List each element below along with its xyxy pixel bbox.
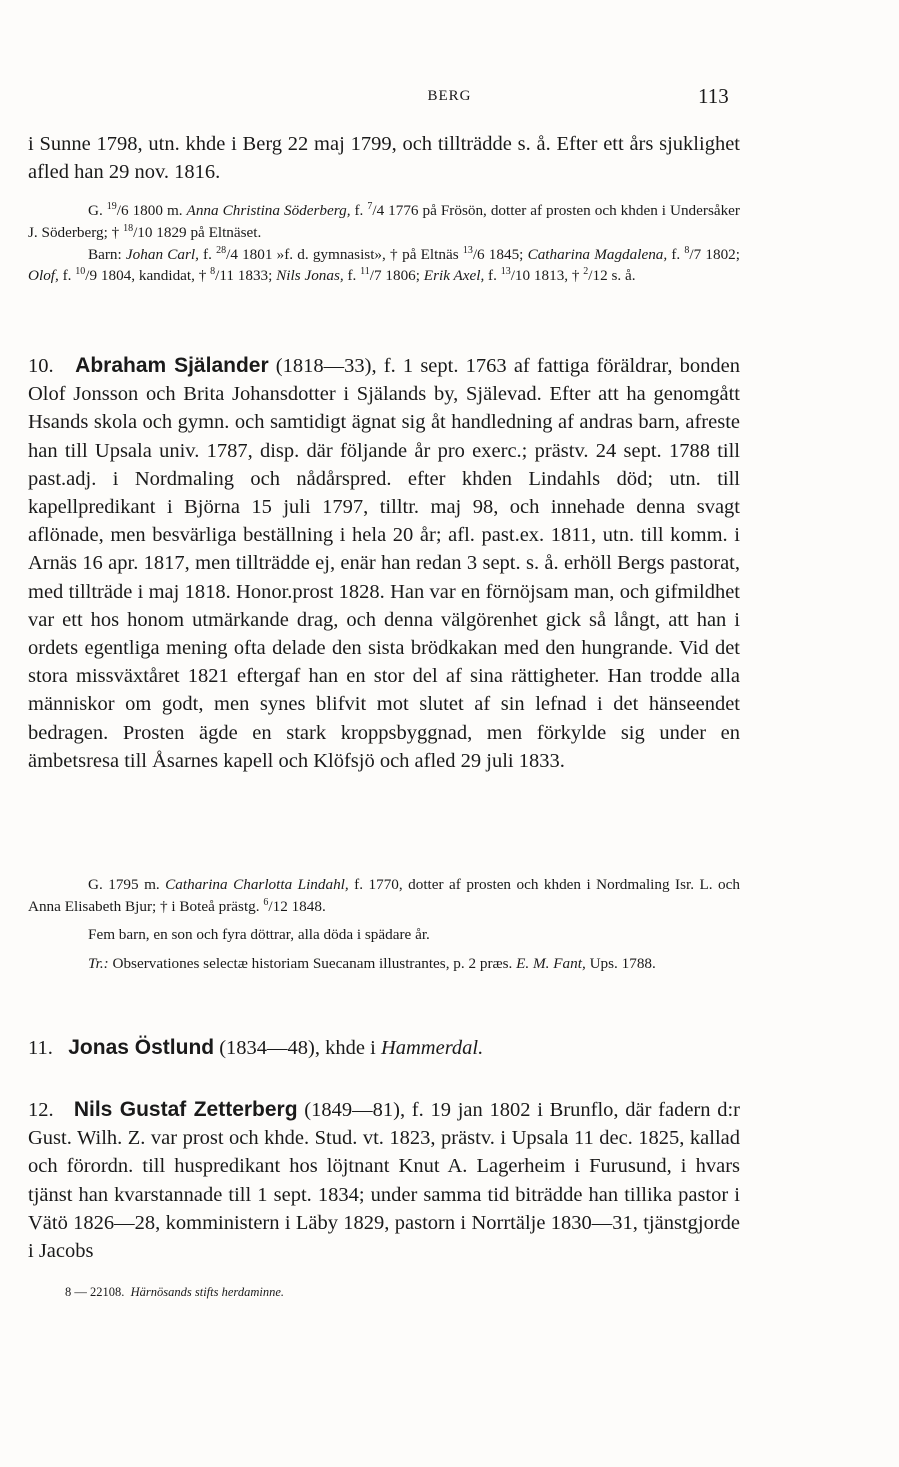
entry-11-name: Jonas Östlund <box>68 1036 215 1059</box>
marriage-note <box>28 200 740 287</box>
children-text: Barn: Johan Carl, f. $^{28}$/4 1801 »f. d. gymnasist», † på Eltnäs $^{13}$/6 1845; Catharina Magdalena, f. $^8$/7 1802; Olof, f. $^{10}$/9 1804, kandidat, † $^8$/11 1833; Nils Jonas, f. $^{11}$/7 1806; Erik Axel, f. $^{13}$/10 1813, † $^2$/12 s. å. <box>28 244 740 285</box>
marriage-text: G. $^{19}$/6 1800 m. Anna Christina Söderberg, f. $^7$/4 1776 på Frösön, dotter af prosten och khden i Undersåker J. Söderberg; † $^{18}$/10 1829 på Eltnäset. <box>28 201 740 241</box>
entry-11-text: 11. Jonas Östlund (1834—48), khde i Hammerdal. <box>28 1036 484 1059</box>
page-number: 113 <box>698 84 729 108</box>
entry-12-text: 12. Nils Gustaf Zetterberg (1849—81), f. 19 jan 1802 i Brunflo, där fadern d:r Gust. Wilh. Z. var prost och khde. Stud. vt. 1823, prästv. i Upsala 11 dec. 1825, kallad och förordn. till huspredikant hos löjtnant Knut A. Lagerheim i Furusund, i hvars tjänst han kvarstannade till 1 sept. 1834; under samma tid biträdde han tillika pastor i Vätö 1826—28, komministern i Läby 1829, pastorn i Norrtälje 1830—31, tjänstgjorde i Jacobs <box>28 1098 740 1263</box>
footer-signature: 8 — 22108. Härnösands stifts herdaminne. <box>65 1285 284 1299</box>
entry-10-works: Tr.: Observationes selectæ historiam Suecanam illustrantes, p. 2 præs. E. M. Fant, Ups. 1788. <box>88 955 656 973</box>
entry-12-name: Nils Gustaf Zetterberg <box>73 1098 298 1121</box>
entry-10-marriage: G. 1795 m. Catharina Charlotta Lindahl, f. 1770, dotter af prosten och khden i Nordmaling Isr. L. och Anna Elisabeth Bjur; † i Boteå prästg. $^6$/12 1848. <box>28 876 740 915</box>
entry-10-text: 10. Abraham Själander (1818—33), f. 1 sept. 1763 af fattiga föräldrar, bonden Olof Jonsson och Brita Johansdotter i Själands by, Själevad. Efter att ha genomgått Hsands skola och gymn. och samtidigt ägnat sig åt handledning af andras barn, afreste han till Upsala univ. 1787, disp. där följande år pro exerc.; prästv. 24 sept. 1788 till past.adj. i Nordmaling och nådårspred. efter khden Lindahls död; utn. till kapellpredikant i Björna 15 juli 1797, tilltr. maj 98, och innehade denna svagt aflönade, men besvärliga beställning i hela 20 år; afl. past.ex. 1811, utn. till komm. i Arnäs 16 apr. 1817, men tillträdde ej, enär han redan 3 sept. s. å. erhöll Bergs pastorat, med tillträde i maj 1818. Honor.prost 1828. Han var en förnöjsam man, och gifmildhet var ett hos honom utmärkande drag, och denna välgörenhet gick så långt, att han i ordets egentliga mening ofta delade den sista brödkakan med den hungrande. Vid det stora missväxtåret 1821 eftergaf han en stor del af sina rättigheter. Han trodde alla människor om godt, men synes blifvit mot slutet af sin lefnad i det hänseendet bedragen. Prosten ägde en stark kroppsbyggnad, men förkylde sig under en ämbetsresa till Åsarnes kapell och Klöfsjö och afled 29 juli 1833. <box>28 354 740 772</box>
paragraph-text: i Sunne 1798, utn. khde i Berg 22 maj 1799, och tillträdde s. å. Efter ett års sjuklighet afled han 29 nov. 1816. <box>28 133 740 184</box>
entry-10-notes <box>28 874 740 975</box>
entry-10-name: Abraham Själander <box>75 354 269 377</box>
entry-11 <box>28 1034 740 1062</box>
entry-10 <box>28 352 740 775</box>
running-head: BERG <box>427 88 472 104</box>
entry-10-children: Fem barn, en son och fyra döttrar, alla döda i spädare år. <box>88 925 430 943</box>
paragraph-continuation <box>28 130 740 186</box>
entry-12 <box>28 1096 740 1265</box>
